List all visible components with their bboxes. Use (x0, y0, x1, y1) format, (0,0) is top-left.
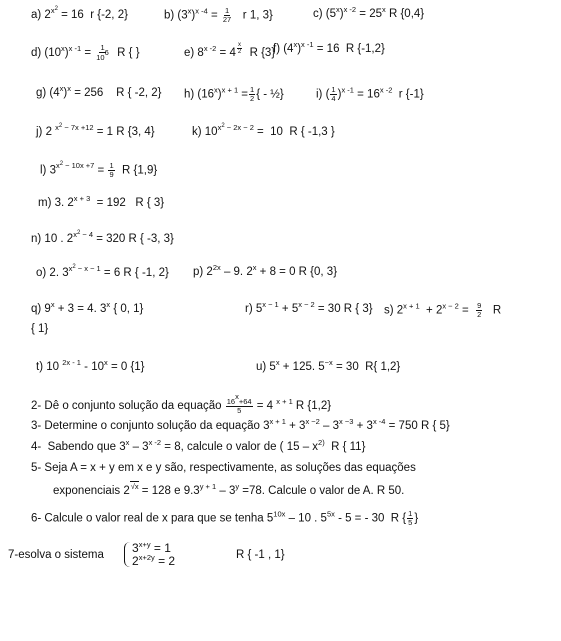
fraction: $\frac{1}{27}$ (222, 6, 232, 24)
exercise-g: g) $(4^x)^x = 256$ R { -2, 2} (36, 84, 162, 99)
exercise-o: o) 2. $3^{x^2 - x - 1} = 6$ R { -1, 2} (36, 264, 169, 279)
question-4: 4- Sabendo que $3^x - 3^{x -2} = 8$, calcule o valor de ( $15 - x^{2)}$ R { 11} (31, 438, 366, 453)
fraction: $\frac{16^x+64}{5}$ (226, 392, 252, 415)
exercise-s-answer: { 1} (31, 323, 49, 335)
question-5-line-2: exponenciais $2^{√x} = 128$ e $9.3^{y + 1} - 3^y =78$. Calcule o valor de A. R 50. (53, 482, 405, 497)
exercise-d: d) $(10^x)^{x -1}$ = $\frac{1}{10^6}$ R { } (31, 43, 140, 62)
fraction: $\frac{1}{5}$ (408, 509, 413, 527)
question-7: 7-esolva o sistema (8, 549, 104, 561)
exercise-t: t) 10 $^{2x - 1} - 10^x = 0$ {1} (36, 358, 145, 373)
fraction: $\frac{1}{10^6}$ (96, 43, 109, 62)
exercise-n: n) 10 . $2^{x^2 - 4} = 320$ R { -3, 3} (31, 230, 174, 245)
question-6: 6- Calcule o valor real de x para que se tenha $5^{10x} - 10$ . $5^{5x} - 5$ = - 30 R { $\frac{1}{5}$ } (31, 509, 419, 527)
exercise-r: r) $5^{x - 1} + 5^{x - 2} = 30$ R { 3} (245, 300, 373, 315)
exercise-p: p) $2^{2x} - 9$. $2^x + 8 = 0$ R {0, 3} (193, 263, 338, 278)
exercise-u: u) $5^x + 125$. $5^{-x} = 30$ R{ 1,2} (256, 358, 401, 373)
exercise-s: s) $2^{x + 1} + 2^{x - 2}$ = $\frac{9}{2}$ R (384, 301, 502, 319)
exercise-a: a) $2^{x^2} = 16$ r {-2, 2} (31, 6, 128, 21)
exercise-f: f) $(4^x)^{x -1} = 16$ R {-1,2} (273, 40, 385, 55)
exercise-h: h) $(16^x)^{x + 1}$ = $\frac{1}{2}$ { - ½} (184, 85, 284, 103)
question-2: 2- Dê o conjunto solução da equação $\frac{16^x+64}{5}$ = 4 $^{x + 1}$ R {1,2} (31, 392, 332, 415)
exercise-b: b) $(3^x)^{x -4}$ = $\frac{1}{27}$ r 1, 3} (164, 6, 273, 24)
brace-icon (124, 542, 131, 567)
fraction: $\frac{9}{2}$ (477, 301, 482, 319)
question-7-answer: R { -1 , 1} (236, 549, 285, 561)
exercise-l: l) $3^{x^2 - 10x +7}$ = $\frac{1}{9}$ R {1,9} (40, 161, 158, 179)
exercise-q: q) $9^x + 3 = 4$. 3$^x$ { 0, 1} (31, 300, 144, 315)
fraction: $\frac{1}{9}$ (109, 161, 114, 179)
question-5-line-1: 5- Seja A = x + y em x e y são, respectivamente, as soluções das equações (31, 462, 416, 474)
exercise-c: c) $(5^x)^{x -2} = 25^x$ R {0,4} (313, 5, 425, 20)
exercise-e: e) $8^{x -2} = 4$ $^{\frac{x}{2}}$ R {3} (184, 42, 276, 59)
fraction: $\frac{1}{2}$ (250, 85, 255, 103)
equation-system: $3^{x+y} = 1$ $2^{x+2y} = 2$ (124, 542, 175, 567)
question-3: 3- Determine o conjunto solução da equação $3^{x + 1} + 3^{x -2} - 3^{x -3} + 3^{x -4} = 750$ R { 5} (31, 417, 450, 432)
exercise-m: m) 3. $2^{x + 3} = 192$ R { 3} (38, 194, 165, 209)
exercise-j: j) 2 $^{x^2 - 7x +12}$ = 1 R {3, 4} (36, 123, 155, 138)
exercise-k: k) $10^{x^2 - 2x - 2} = 10$ R { -1,3 } (192, 123, 335, 138)
fraction: $\frac{1}{4}$ (331, 85, 336, 103)
exercise-i: i) ( $\frac{1}{4}$ )$^{x -1} = 16^{x -2}$ r {-1} (316, 85, 424, 103)
